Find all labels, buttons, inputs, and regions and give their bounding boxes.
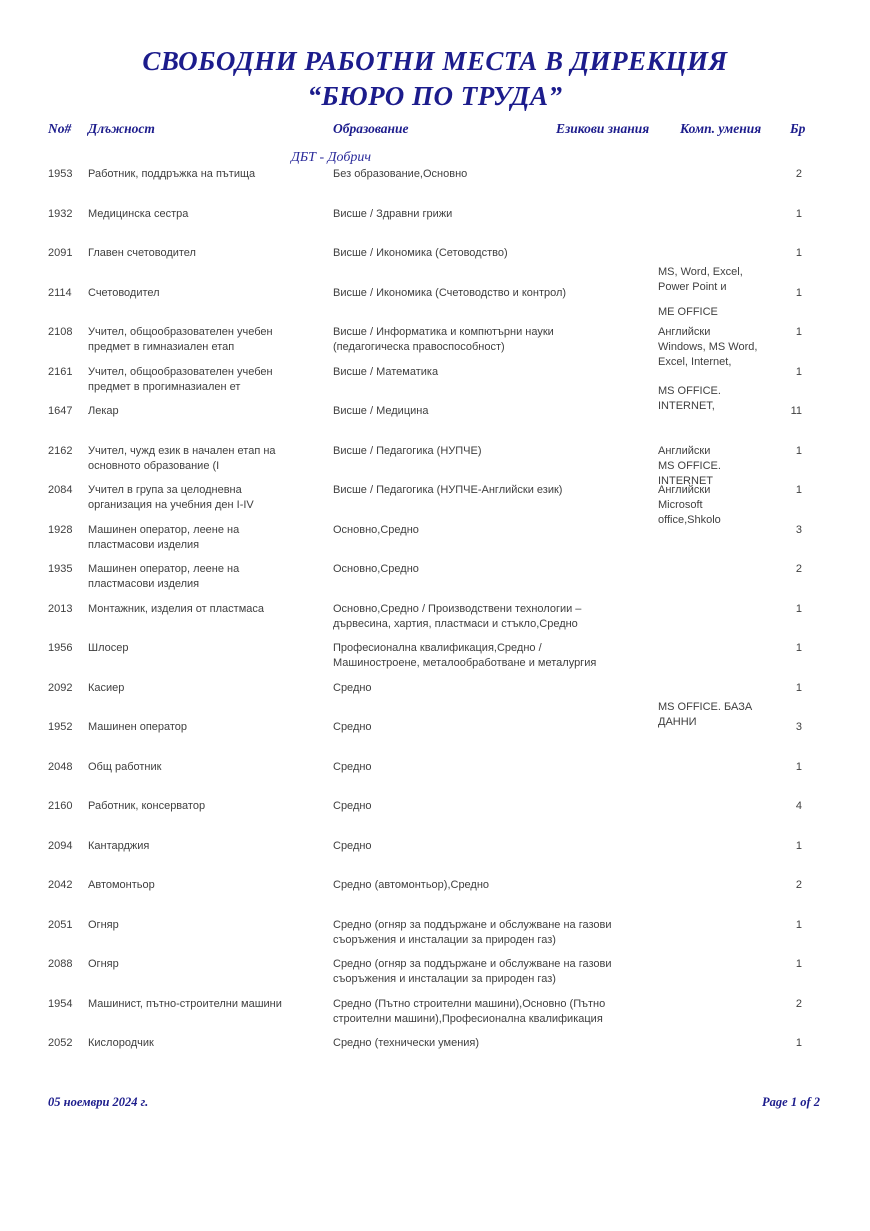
row-id: 2094 xyxy=(48,839,73,852)
text-line: Машинен оператор, леене на xyxy=(88,563,240,575)
row-id: 1956 xyxy=(48,642,73,654)
row-count: 1 xyxy=(795,839,802,852)
text-line: пластмасови изделия xyxy=(88,578,200,590)
text-line: MS, Word, Excel, xyxy=(658,266,743,278)
table-row xyxy=(0,799,870,839)
row-id: 2092 xyxy=(48,681,73,694)
row-education xyxy=(333,207,643,222)
row-count: 2 xyxy=(795,879,802,891)
text-line: Средно xyxy=(333,721,372,733)
row-count: 1 xyxy=(795,365,802,378)
column-header-position: Длъжност xyxy=(88,121,155,136)
text-line: Висше / Информатика и компютърни науки xyxy=(333,326,554,338)
table-row xyxy=(0,602,870,642)
text-line: Висше / Медицина xyxy=(333,405,429,417)
text-line: Автомонтьор xyxy=(88,879,155,891)
row-position xyxy=(88,641,328,656)
row-education xyxy=(333,562,643,577)
text-line: INTERNET xyxy=(658,474,713,487)
text-line: ДАННИ xyxy=(658,715,697,728)
page-title-line1: СВОБОДНИ РАБОТНИ МЕСТА В ДИРЕКЦИЯ xyxy=(142,46,728,76)
row-id: 2052 xyxy=(48,1037,73,1049)
text-line: Шлосер xyxy=(88,642,129,654)
row-id: 2042 xyxy=(48,879,73,891)
text-line: Машинен оператор, леене на xyxy=(88,523,240,536)
text-line: Учител в група за целодневна xyxy=(88,484,242,496)
row-position xyxy=(88,760,328,775)
row-id: 2088 xyxy=(48,958,73,970)
table-row xyxy=(0,523,870,563)
text-line: съоръжения и инсталации за природен газ) xyxy=(333,933,556,946)
text-line: Кантарджия xyxy=(88,839,150,852)
text-line: office,Shkolo xyxy=(658,514,721,526)
table-row xyxy=(0,286,870,326)
text-line: Основно,Средно xyxy=(333,563,419,575)
vacancy-table-body xyxy=(0,167,870,1076)
row-count: 1 xyxy=(795,484,802,496)
row-id: 2114 xyxy=(48,286,72,299)
row-count: 1 xyxy=(795,642,802,654)
text-line: Висше / Педагогика (НУПЧЕ) xyxy=(333,444,482,457)
row-count: 1 xyxy=(795,444,802,457)
page-title xyxy=(0,44,870,114)
text-line: Средно xyxy=(333,760,372,773)
row-position xyxy=(88,404,328,419)
row-position xyxy=(88,602,328,617)
column-header-no: No# xyxy=(48,121,72,136)
text-line: Висше / Педагогика (НУПЧЕ-Английски език) xyxy=(333,484,563,496)
column-header-count: Бр xyxy=(790,121,806,136)
row-position xyxy=(88,167,328,182)
text-line: (педагогическа правоспособност) xyxy=(333,341,505,353)
table-row xyxy=(0,878,870,918)
page-title-line2: “БЮРО ПО ТРУДА” xyxy=(307,81,563,111)
row-education xyxy=(333,641,643,671)
text-line: Счетоводител xyxy=(88,286,160,299)
text-line: Общ работник xyxy=(88,760,162,773)
row-count: 4 xyxy=(795,800,802,812)
text-line: Power Point и xyxy=(658,281,727,293)
text-line: Лекар xyxy=(88,405,119,417)
text-line: организация на учебния ден I-IV xyxy=(88,499,254,511)
row-position xyxy=(88,878,328,893)
text-line: Windows, MS Word, xyxy=(658,341,758,353)
row-count: 2 xyxy=(795,997,802,1010)
text-line: MS OFFICE. xyxy=(658,459,721,472)
text-line: Работник, поддръжка на пътища xyxy=(88,168,256,180)
table-row xyxy=(0,1036,870,1076)
row-id: 1647 xyxy=(48,405,73,417)
row-count: 1 xyxy=(795,958,802,970)
row-count: 1 xyxy=(795,681,802,694)
row-count: 1 xyxy=(795,207,802,220)
row-education xyxy=(333,681,643,696)
text-line: Средно (технически умения) xyxy=(333,1037,480,1049)
column-header-computer: Комп. умения xyxy=(680,121,762,136)
row-position xyxy=(88,957,328,972)
row-education xyxy=(333,167,643,182)
row-id: 2160 xyxy=(48,800,73,812)
row-id: 2048 xyxy=(48,760,73,773)
row-education xyxy=(333,246,643,261)
row-education xyxy=(333,286,643,301)
text-line: Машинен оператор xyxy=(88,721,188,733)
text-line: Машинист, пътно-строителни машини xyxy=(88,997,282,1010)
row-position xyxy=(88,483,328,513)
text-line: MS OFFICE. БАЗА xyxy=(658,700,753,713)
page-footer xyxy=(48,1095,820,1110)
text-line: Главен счетоводител xyxy=(88,247,196,259)
row-position xyxy=(88,918,328,933)
table-row xyxy=(0,760,870,800)
text-line: Английски xyxy=(658,326,711,338)
column-header-language: Езикови знания xyxy=(556,121,650,136)
row-count: 1 xyxy=(795,286,802,299)
row-count: 1 xyxy=(795,247,802,259)
text-line: Средно (огняр за поддържане и обслужване на газови xyxy=(333,958,612,970)
row-skills xyxy=(658,305,776,320)
text-line: Основно,Средно xyxy=(333,523,419,536)
table-row xyxy=(0,562,870,602)
text-line: Висше / Икономика (Сетоводство) xyxy=(333,247,508,259)
row-position xyxy=(88,365,328,395)
text-line: дървесина, хартия, пластмаси и стъкло,Средно xyxy=(333,617,578,630)
row-id: 1932 xyxy=(48,207,73,220)
row-education xyxy=(333,1036,643,1051)
row-education xyxy=(333,957,643,987)
row-education xyxy=(333,878,643,893)
text-line: Работник, консерватор xyxy=(88,800,206,812)
text-line: предмет в гимназиален етап xyxy=(88,341,235,353)
row-id: 2013 xyxy=(48,602,73,615)
row-education xyxy=(333,365,643,380)
row-education xyxy=(333,444,643,459)
row-education xyxy=(333,760,643,775)
row-count: 1 xyxy=(795,918,802,931)
table-row xyxy=(0,957,870,997)
row-position xyxy=(88,246,328,261)
row-education xyxy=(333,839,643,854)
row-count: 2 xyxy=(795,563,802,575)
section-title: ДБТ - Добрич xyxy=(291,150,372,165)
row-position xyxy=(88,562,328,592)
table-row xyxy=(0,997,870,1037)
text-line: Касиер xyxy=(88,681,125,694)
text-line: INTERNET, xyxy=(658,399,715,412)
text-line: Висше / Математика xyxy=(333,365,439,378)
footer-page-number: Page 1 of 2 xyxy=(762,1095,820,1109)
text-line: Английски xyxy=(658,444,711,457)
row-id: 1935 xyxy=(48,563,73,575)
text-line: Основно,Средно / Производствени технологии – xyxy=(333,602,582,615)
text-line: Средно xyxy=(333,800,372,812)
text-line: Без образование,Основно xyxy=(333,168,468,180)
row-id: 2091 xyxy=(48,247,73,259)
text-line: Microsoft xyxy=(658,499,703,511)
row-education xyxy=(333,325,643,355)
text-line: Висше / Здравни грижи xyxy=(333,207,453,220)
table-row xyxy=(0,483,870,526)
row-position xyxy=(88,207,328,222)
row-count: 3 xyxy=(795,523,802,536)
text-line: Средно (огняр за поддържане и обслужване на газови xyxy=(333,918,612,931)
row-position xyxy=(88,523,328,553)
row-count: 1 xyxy=(795,760,802,773)
text-line: Висше / Икономика (Счетоводство и контрол) xyxy=(333,286,567,299)
row-position xyxy=(88,997,328,1012)
table-row xyxy=(0,325,870,368)
row-education xyxy=(333,799,643,814)
table-row xyxy=(0,444,870,487)
row-id: 2108 xyxy=(48,326,73,338)
row-id: 1952 xyxy=(48,721,73,733)
row-position xyxy=(88,325,328,355)
text-line: Огняр xyxy=(88,918,119,931)
table-row xyxy=(0,839,870,879)
text-line: Огняр xyxy=(88,958,119,970)
row-education xyxy=(333,523,643,538)
text-line: Професионална квалификация,Средно / xyxy=(333,642,542,654)
text-line: ME OFFICE xyxy=(658,305,718,318)
text-line: Средно (автомонтьор),Средно xyxy=(333,879,490,891)
table-row xyxy=(0,207,870,247)
text-line: Монтажник, изделия от пластмаса xyxy=(88,602,265,615)
row-count: 2 xyxy=(795,168,802,180)
row-count: 3 xyxy=(795,721,802,733)
text-line: предмет в прогимназиален ет xyxy=(88,380,241,393)
row-education xyxy=(333,404,643,419)
row-id: 2161 xyxy=(48,365,73,378)
text-line: Средно (Пътно строителни машини),Основно (Пътно xyxy=(333,997,606,1010)
row-position xyxy=(88,286,328,301)
row-education xyxy=(333,720,643,735)
text-line: пластмасови изделия xyxy=(88,538,200,551)
row-education xyxy=(333,602,643,632)
row-position xyxy=(88,681,328,696)
text-line: Учител, чужд език в начален етап на xyxy=(88,444,276,457)
text-line: Машиностроене, металообработване и металургия xyxy=(333,657,597,669)
row-id: 2084 xyxy=(48,484,73,496)
text-line: Учител, общообразователен учебен xyxy=(88,365,273,378)
row-id: 1954 xyxy=(48,997,73,1010)
row-position xyxy=(88,839,328,854)
row-position xyxy=(88,799,328,814)
text-line: строителни машини),Професионална квалификация xyxy=(333,1012,603,1025)
table-row xyxy=(0,918,870,958)
column-header-education: Образование xyxy=(333,121,409,136)
text-line: съоръжения и инсталации за природен газ) xyxy=(333,973,556,985)
row-count: 11 xyxy=(790,405,802,417)
row-id: 2162 xyxy=(48,444,73,457)
table-row xyxy=(0,641,870,681)
row-count: 1 xyxy=(795,1037,802,1049)
row-position xyxy=(88,444,328,474)
row-count: 1 xyxy=(795,326,802,338)
footer-date: 05 ноември 2024 г. xyxy=(48,1095,149,1109)
row-count: 1 xyxy=(795,602,802,615)
text-line: Excel, Internet, xyxy=(658,356,732,368)
text-line: основното образование (I xyxy=(88,459,220,472)
text-line: Учител, общообразователен учебен xyxy=(88,326,273,338)
row-education xyxy=(333,997,643,1027)
row-education xyxy=(333,483,643,498)
row-id: 2051 xyxy=(48,918,73,931)
text-line: Кислородчик xyxy=(88,1037,154,1049)
text-line: Средно xyxy=(333,839,372,852)
text-line: MS OFFICE. xyxy=(658,384,721,397)
row-position xyxy=(88,720,328,735)
table-row xyxy=(0,720,870,760)
table-row xyxy=(0,404,870,444)
text-line: Средно xyxy=(333,681,372,694)
row-id: 1953 xyxy=(48,168,73,180)
row-id: 1928 xyxy=(48,523,73,536)
text-line: Медицинска сестра xyxy=(88,207,189,220)
row-position xyxy=(88,1036,328,1051)
row-education xyxy=(333,918,643,948)
text-line: Английски xyxy=(658,484,711,496)
table-row xyxy=(0,167,870,207)
